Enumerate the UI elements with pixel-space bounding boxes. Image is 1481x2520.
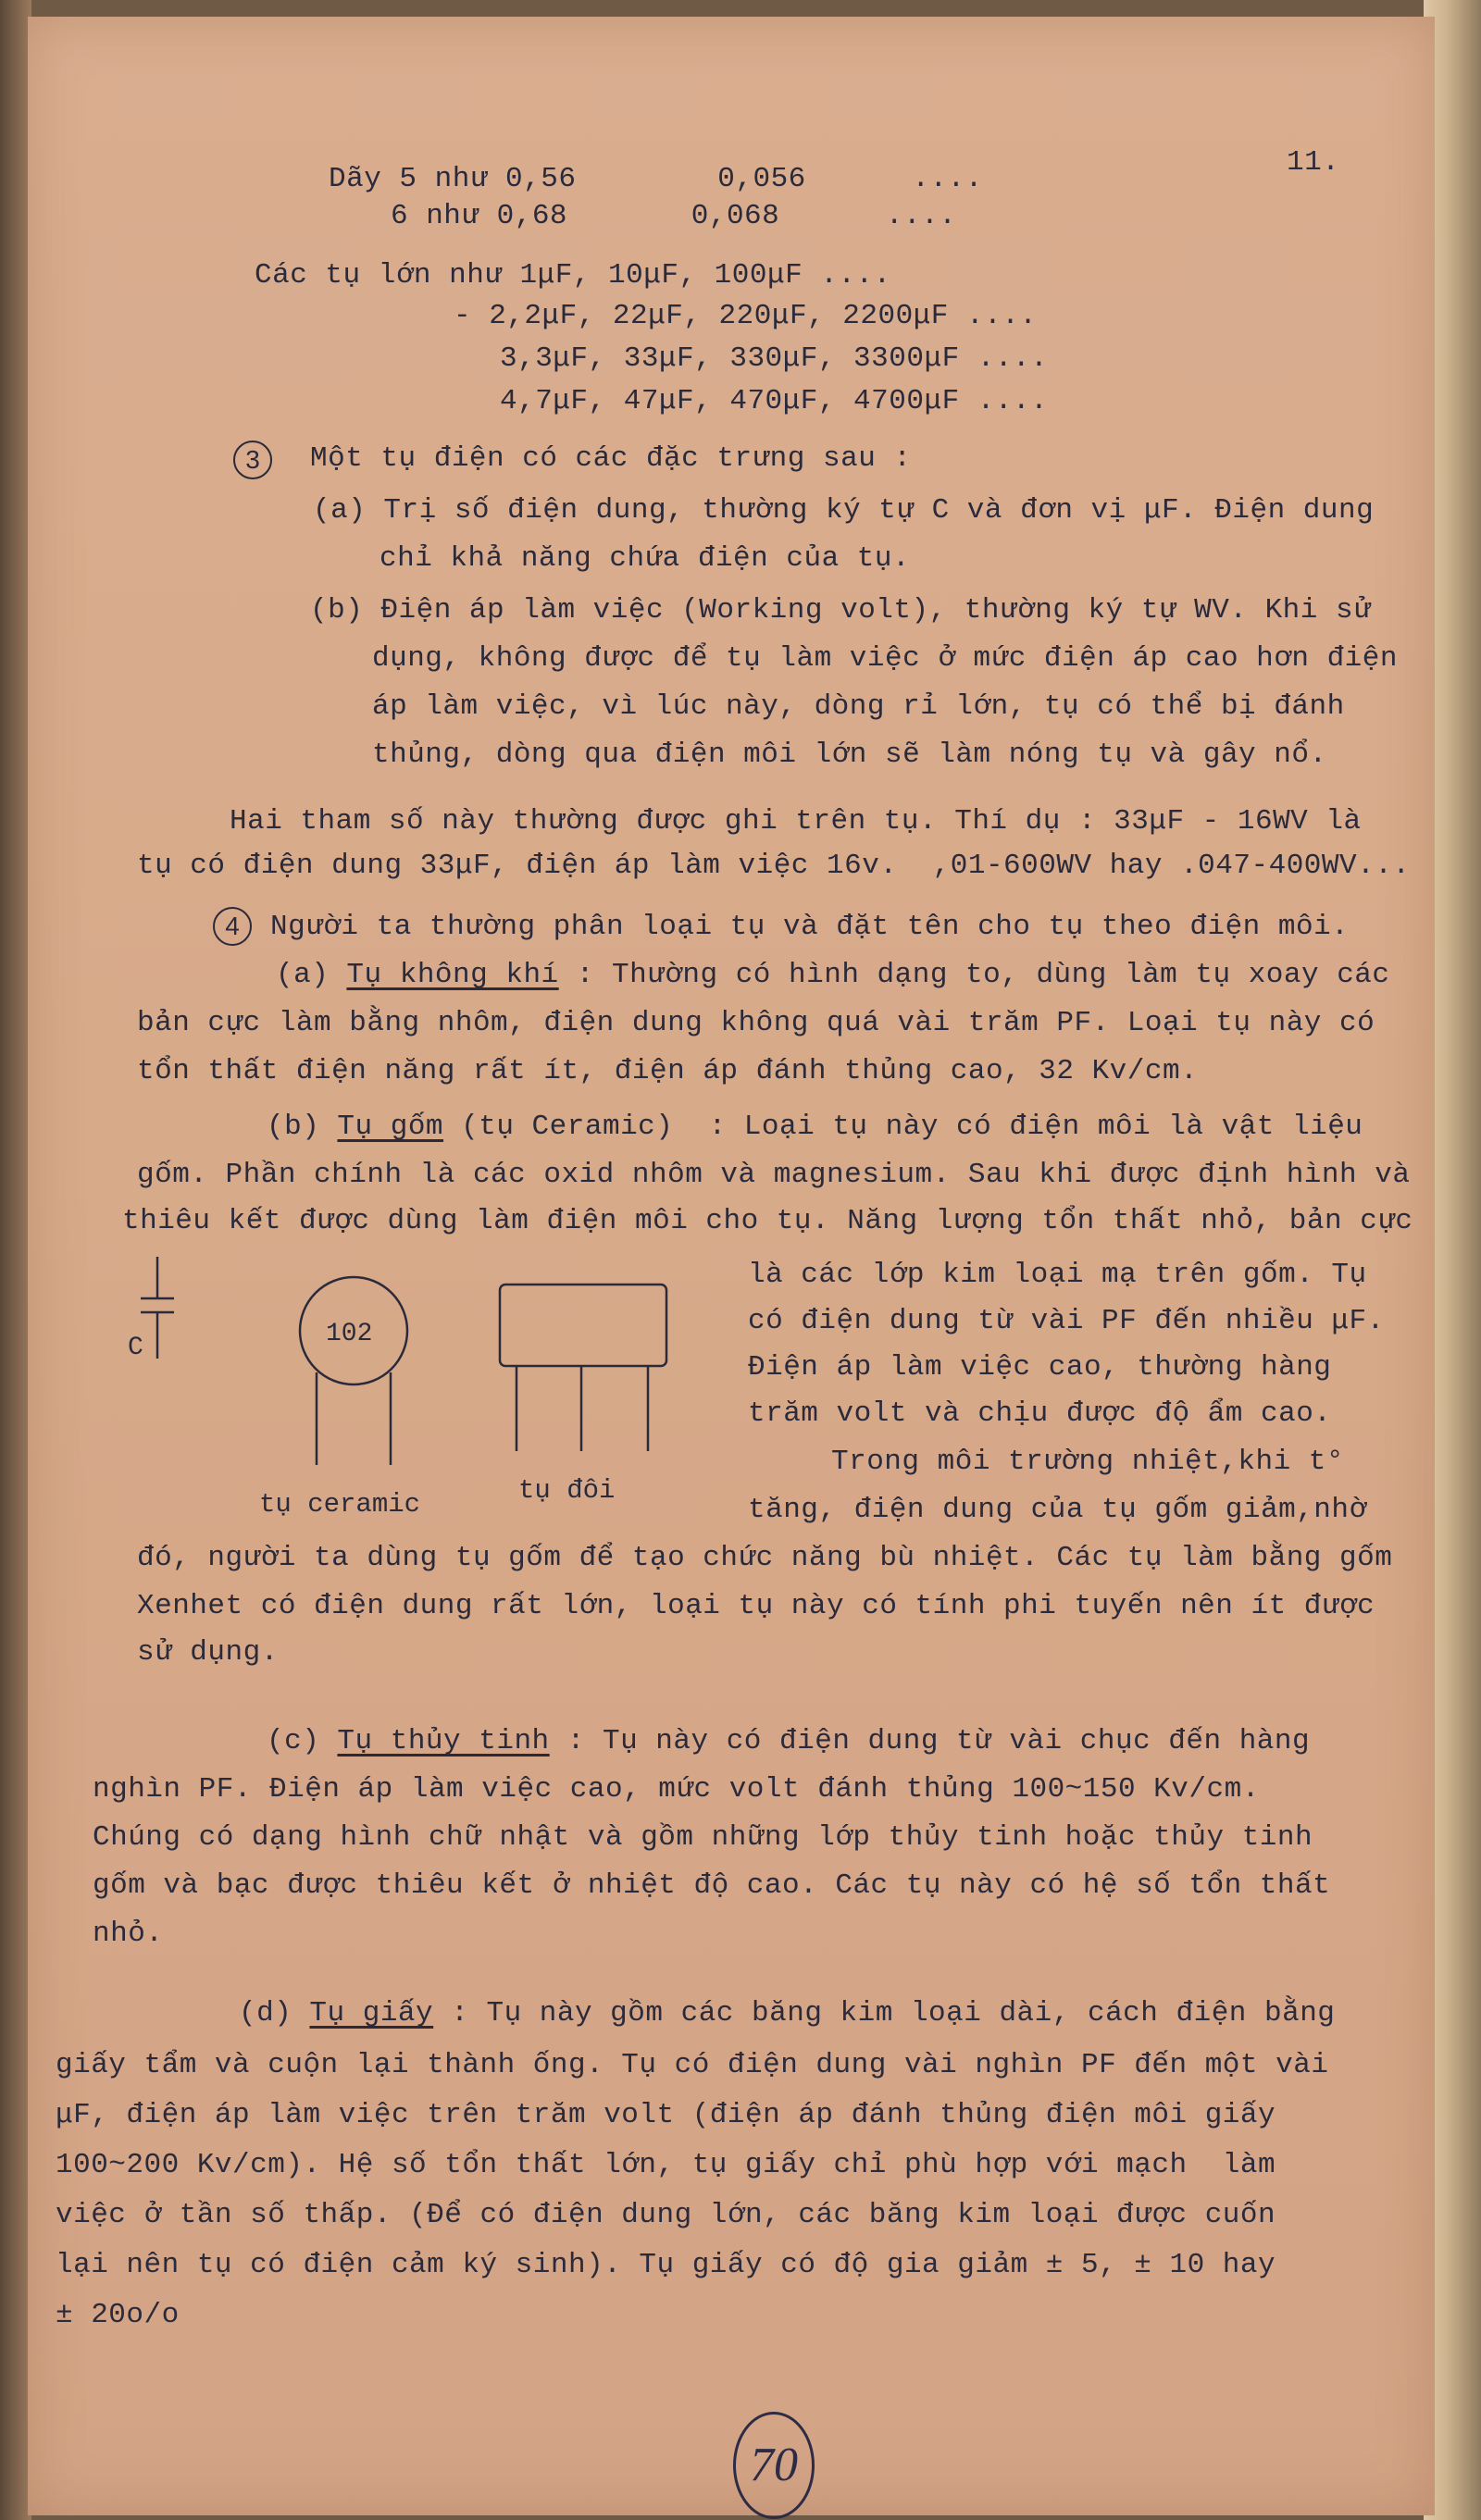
text-line: trăm volt và chịu được độ ẩm cao. bbox=[748, 1397, 1332, 1430]
ceramic-value-label: 102 bbox=[326, 1320, 373, 1348]
text-span: (tụ Ceramic) : Loại tụ này có điện môi là vật liệu bbox=[443, 1111, 1363, 1143]
text-line: thiêu kết được dùng làm điện môi cho tụ. Năng lượng tổn thất nhỏ, bản cực bbox=[122, 1205, 1413, 1237]
text-line: gốm và bạc được thiêu kết ở nhiệt độ cao. Các tụ này có hệ số tổn thất bbox=[93, 1869, 1331, 1902]
heading-tu-thuy-tinh: Tụ thủy tinh bbox=[337, 1725, 550, 1757]
text-line: bản cực làm bằng nhôm, điện dung không quá vài trăm PF. Loại tụ này có bbox=[137, 1007, 1375, 1039]
text-line: 3,3μF, 33μF, 330μF, 3300μF .... bbox=[500, 342, 1049, 375]
text-line: (b) Điện áp làm việc (Working volt), thường ký tự WV. Khi sử bbox=[310, 594, 1372, 627]
ceramic-caption: tụ ceramic bbox=[259, 1489, 421, 1520]
text-line: là các lớp kim loại mạ trên gốm. Tụ bbox=[748, 1259, 1367, 1291]
page-edge-left bbox=[0, 0, 31, 2520]
text-line: μF, điện áp làm việc trên trăm volt (điện áp đánh thủng điện môi giấy bbox=[56, 2099, 1276, 2131]
circled-number-3: 3 bbox=[233, 441, 272, 479]
text-line: dụng, không được để tụ làm việc ở mức điện áp cao hơn điện bbox=[372, 642, 1398, 675]
text-span: : Tụ này có điện dung từ vài chục đến hàng bbox=[549, 1725, 1311, 1757]
text-line bbox=[267, 1725, 1310, 1758]
text-line: tăng, điện dung của tụ gốm giảm,nhờ bbox=[748, 1494, 1367, 1526]
heading-tu-khong-khi: Tụ không khí bbox=[346, 959, 559, 991]
capacitor-figure bbox=[120, 1220, 694, 1525]
text-line: Người ta thường phân loại tụ và đặt tên cho tụ theo điện môi. bbox=[270, 911, 1350, 943]
text-line: Xenhet có điện dung rất lớn, loại tụ này có tính phi tuyến nên ít được bbox=[137, 1590, 1375, 1622]
page-number-top: 11. bbox=[1287, 146, 1340, 179]
text-line: gốm. Phần chính là các oxid nhôm và magnesium. Sau khi được định hình và bbox=[137, 1159, 1411, 1191]
text-line: giấy tẩm và cuộn lại thành ống. Tụ có điện dung vài nghìn PF đến một vài bbox=[56, 2049, 1329, 2081]
text-line: việc ở tần số thấp. (Để có điện dung lớn, các băng kim loại được cuốn bbox=[56, 2199, 1276, 2231]
text-line: ± 20o/o bbox=[56, 2299, 180, 2331]
heading-tu-gom: Tụ gốm bbox=[337, 1111, 444, 1143]
text-line: 4,7μF, 47μF, 470μF, 4700μF .... bbox=[500, 385, 1049, 417]
text-span: (d) bbox=[239, 1997, 310, 2030]
circled-page-number: 70 bbox=[733, 2412, 815, 2519]
heading-tu-giay: Tụ giấy bbox=[309, 1997, 434, 2030]
text-line: 100~200 Kv/cm). Hệ số tổn thất lớn, tụ giấy chỉ phù hợp với mạch làm bbox=[56, 2149, 1276, 2181]
text-line: Chúng có dạng hình chữ nhật và gồm những lớp thủy tinh hoặc thủy tinh bbox=[93, 1821, 1313, 1854]
text-line: Một tụ điện có các đặc trưng sau : bbox=[310, 442, 912, 475]
text-line bbox=[276, 959, 1390, 992]
text-span: (b) bbox=[267, 1111, 338, 1143]
text-line: lại nên tụ có điện cảm ký sinh). Tụ giấy có độ gia giảm ± 5, ± 10 hay bbox=[56, 2249, 1276, 2281]
text-line: Điện áp làm việc cao, thường hàng bbox=[748, 1351, 1332, 1384]
dual-capacitor-body bbox=[500, 1285, 666, 1366]
text-line: (a) Trị số điện dung, thường ký tự C và đơn vị μF. Điện dung bbox=[313, 494, 1375, 527]
text-line bbox=[239, 1997, 1335, 2030]
text-line: đó, người ta dùng tụ gốm để tạo chức năng bù nhiệt. Các tụ làm bằng gốm bbox=[137, 1542, 1393, 1574]
text-line: 6 như 0,68 0,068 .... bbox=[391, 200, 957, 232]
text-span: : Tụ này gồm các băng kim loại dài, cách điện bằng bbox=[433, 1997, 1336, 2030]
text-line: - 2,2μF, 22μF, 220μF, 2200μF .... bbox=[454, 300, 1038, 332]
circled-number-4: 4 bbox=[213, 907, 252, 946]
text-line: thủng, dòng qua điện môi lớn sẽ làm nóng tụ và gây nổ. bbox=[372, 739, 1327, 771]
text-line: áp làm việc, vì lúc này, dòng rỉ lớn, tụ có thể bị đánh bbox=[372, 690, 1345, 723]
text-line: nhỏ. bbox=[93, 1918, 164, 1950]
text-span: (c) bbox=[267, 1725, 338, 1757]
text-line: sử dụng. bbox=[137, 1636, 279, 1669]
text-span: (a) bbox=[276, 959, 347, 991]
text-line: Hai tham số này thường được ghi trên tụ. Thí dụ : 33μF - 16WV là bbox=[230, 805, 1362, 838]
text-line: Các tụ lớn như 1μF, 10μF, 100μF .... bbox=[255, 259, 891, 292]
document-page bbox=[28, 17, 1435, 2515]
text-line: tụ có điện dung 33μF, điện áp làm việc 16v. ,01-600WV hay .047-400WV... bbox=[137, 850, 1411, 882]
dual-caption: tụ đôi bbox=[518, 1475, 616, 1506]
text-line: Trong môi trường nhiệt,khi t° bbox=[831, 1446, 1344, 1478]
text-line: Dãy 5 như 0,56 0,056 .... bbox=[329, 163, 983, 195]
text-line: nghìn PF. Điện áp làm việc cao, mức volt đánh thủng 100~150 Kv/cm. bbox=[93, 1773, 1260, 1806]
text-line: tổn thất điện năng rất ít, điện áp đánh thủng cao, 32 Kv/cm. bbox=[137, 1055, 1199, 1087]
text-span: : Thường có hình dạng to, dùng làm tụ xoay các bbox=[558, 959, 1390, 991]
capacitor-symbol-label: C bbox=[128, 1334, 143, 1362]
text-line: chỉ khả năng chứa điện của tụ. bbox=[380, 542, 911, 575]
text-line bbox=[267, 1111, 1363, 1144]
text-line: có điện dung từ vài PF đến nhiều μF. bbox=[748, 1305, 1385, 1337]
